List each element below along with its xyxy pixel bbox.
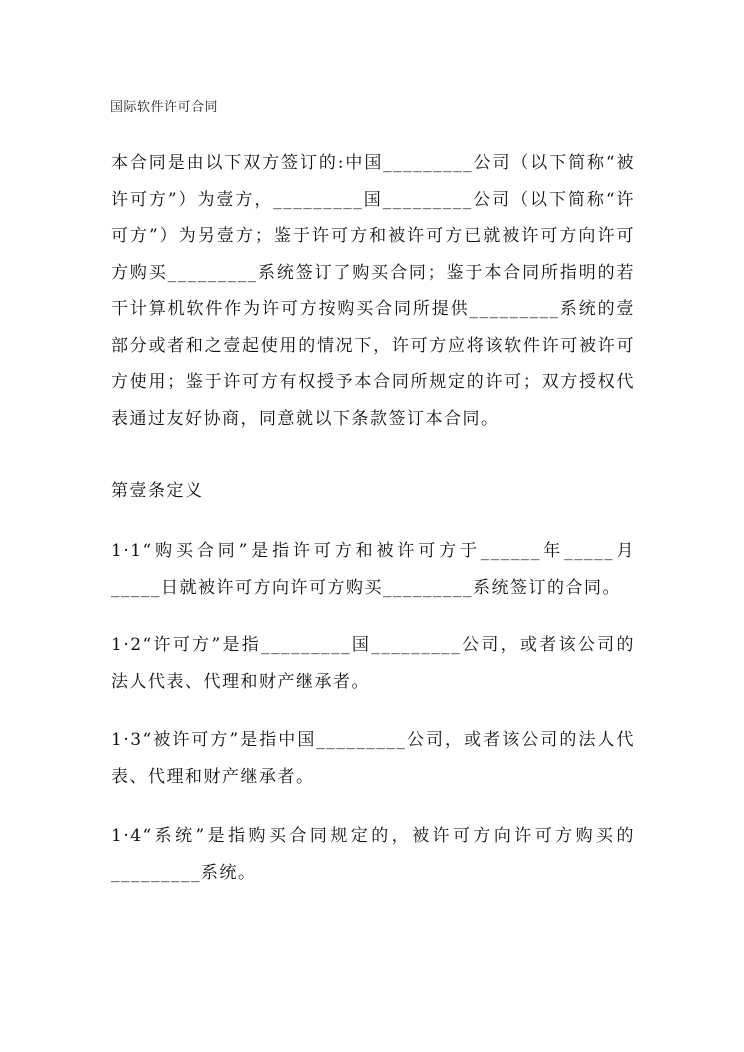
clause-1-4: 1·4“系统”是指购买合同规定的，被许可方向许可方购买的_________系统。 bbox=[111, 826, 635, 883]
intro-paragraph: 本合同是由以下双方签订的:中国_________公司（以下简称“被许可方”）为壹方，_________国_________公司（以下简称“许可方”）为另壹方；鉴于许可方和被许可方已就被许可方向许可方购买_________系统签订了购买合同；鉴于本合同所指明的若干计算机软件作为许可方按购买合同所提供_________系统的壹部分或者和之壹起使用的情况下，许可方应将该软件许可被许可方使用；鉴于许可方有权授予本合同所规定的许可；双方授权代表通过友好协商，同意就以下条款签订本合同。 bbox=[111, 153, 635, 429]
article-heading: 第壹条定义 bbox=[111, 481, 204, 501]
clause-1-2: 1·2“许可方”是指_________国_________公司，或者该公司的法人代表、代理和财产继承者。 bbox=[111, 635, 635, 692]
document-title: 国际软件许可合同 bbox=[110, 100, 219, 115]
clause-1-1: 1·1“购买合同”是指许可方和被许可方于______年_____月_____日就被许可方向许可方购买_________系统签订的合同。 bbox=[111, 541, 635, 598]
clause-1-3: 1·3“被许可方”是指中国_________公司，或者该公司的法人代表、代理和财产继承者。 bbox=[111, 730, 635, 787]
